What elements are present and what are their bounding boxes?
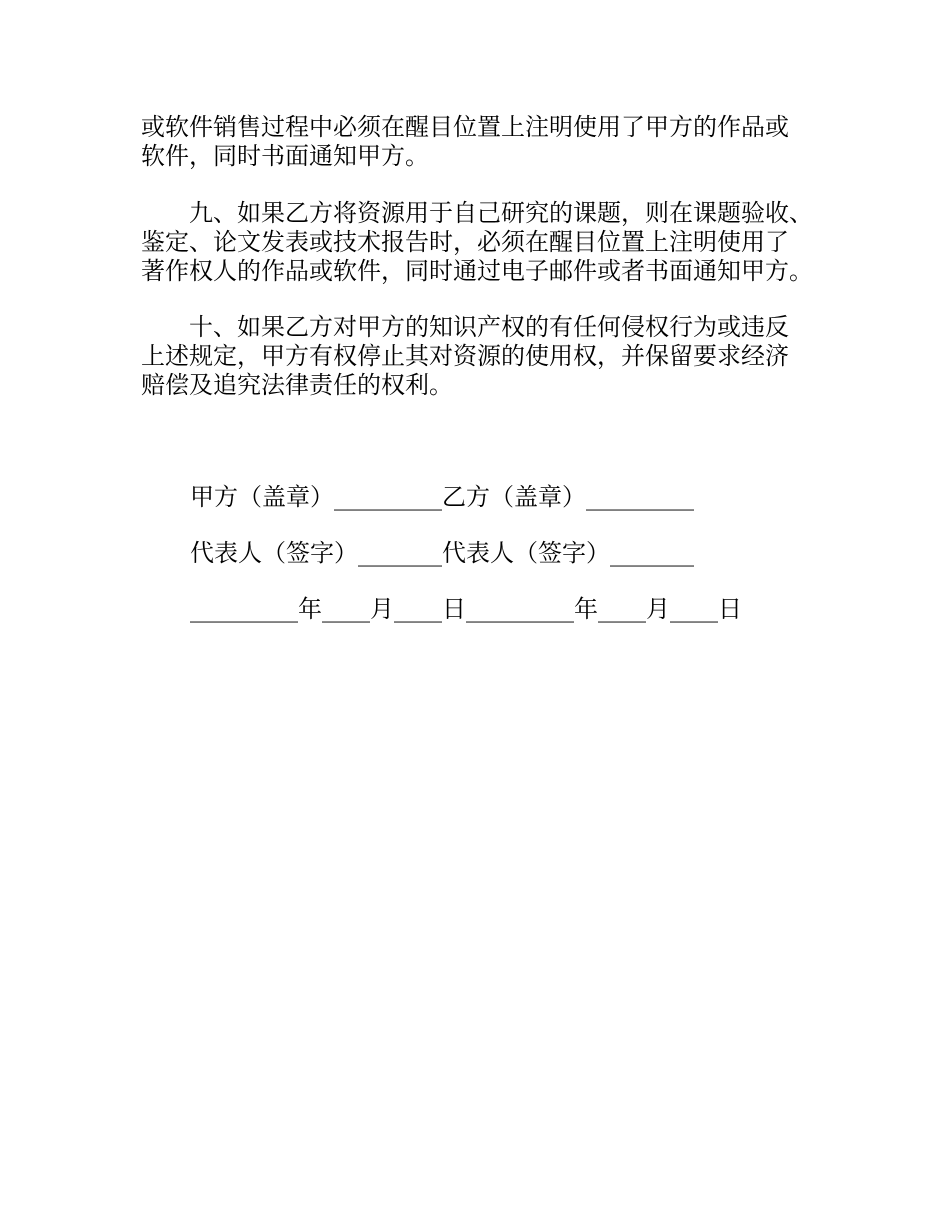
signature-representative-line: 代表人（签字）_______代表人（签字）_______	[190, 539, 694, 567]
text-line: 软件，同时书面通知甲方。	[141, 142, 429, 170]
signature-date-line: _________年____月____日_________年____月____日	[190, 595, 742, 623]
text-line: 著作权人的作品或软件，同时通过电子邮件或者书面通知甲方。	[141, 257, 813, 285]
text-line: 赔偿及追究法律责任的权利。	[141, 371, 453, 399]
clause-nine	[141, 199, 831, 286]
text-line: 或软件销售过程中必须在醒目位置上注明使用了甲方的作品或	[141, 113, 789, 141]
text-line: 九、如果乙方将资源用于自己研究的课题，则在课题验收、	[141, 199, 813, 227]
text-line: 十、如果乙方对甲方的知识产权的有任何侵权行为或违反	[141, 313, 789, 341]
text-line: 上述规定，甲方有权停止其对资源的使用权，并保留要求经济	[141, 342, 789, 370]
clause-ten	[141, 313, 831, 400]
text-line: 鉴定、论文发表或技术报告时，必须在醒目位置上注明使用了	[141, 228, 789, 256]
paragraph-continuation	[141, 113, 831, 171]
signature-party-seal-line: 甲方（盖章）_________乙方（盖章）_________	[190, 483, 694, 511]
